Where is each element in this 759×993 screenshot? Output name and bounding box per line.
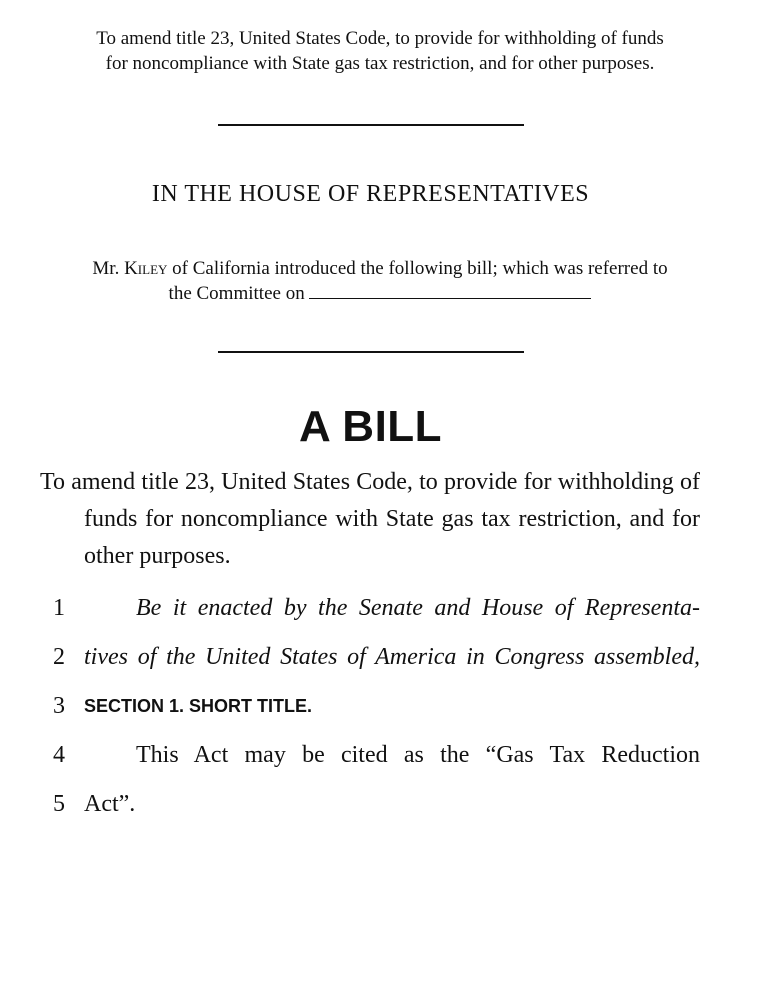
sponsor-line-2 <box>40 281 720 306</box>
sponsor-rest: of California introduced the following bill; which was referred to <box>167 258 668 279</box>
short-title-text-part-1: This Act may be cited as the “Gas Tax Reduction <box>136 742 700 768</box>
line-number: 5 <box>53 791 65 817</box>
committee-label: the Committee on <box>168 283 310 304</box>
chamber-heading: IN THE HOUSE OF REPRESENTATIVES <box>151 181 590 207</box>
sponsor-name: Kiley <box>124 258 168 279</box>
bill-line <box>0 590 759 639</box>
bill-line <box>0 737 759 786</box>
sponsor-prefix: Mr. <box>92 258 125 279</box>
header-purpose-line-1: To amend title 23, United States Code, to provide for withholding of funds <box>96 28 664 49</box>
line-number: 2 <box>53 644 65 670</box>
line-number: 4 <box>53 742 65 768</box>
enacting-clause-part-1: Be it enacted by the Senate and House of Representa- <box>136 595 700 621</box>
section-heading: SECTION 1. SHORT TITLE. <box>84 696 313 716</box>
line-number: 3 <box>53 693 65 719</box>
header-purpose-line-2: for noncompliance with State gas tax restriction, and for other purposes. <box>105 53 655 74</box>
bill-line <box>0 688 759 737</box>
bill-body <box>0 590 759 835</box>
line-number: 1 <box>53 595 65 621</box>
bill-line <box>0 786 759 835</box>
enacting-clause-part-2: tives of the United States of America in Congress assembled, <box>84 644 700 670</box>
committee-blank <box>309 284 591 299</box>
sponsor-statement <box>40 256 720 306</box>
short-title-text-part-2: Act”. <box>84 791 136 817</box>
long-title: To amend title 23, United States Code, to provide for withholding of funds for noncompliance with State gas tax restriction, and for other purposes. <box>40 469 700 569</box>
header-purpose <box>40 26 720 76</box>
divider-rule-bottom <box>218 351 524 353</box>
divider-rule-top <box>218 124 524 126</box>
sponsor-line-1 <box>40 256 720 281</box>
bill-title: A BILL <box>298 402 443 451</box>
bill-line <box>0 639 759 688</box>
